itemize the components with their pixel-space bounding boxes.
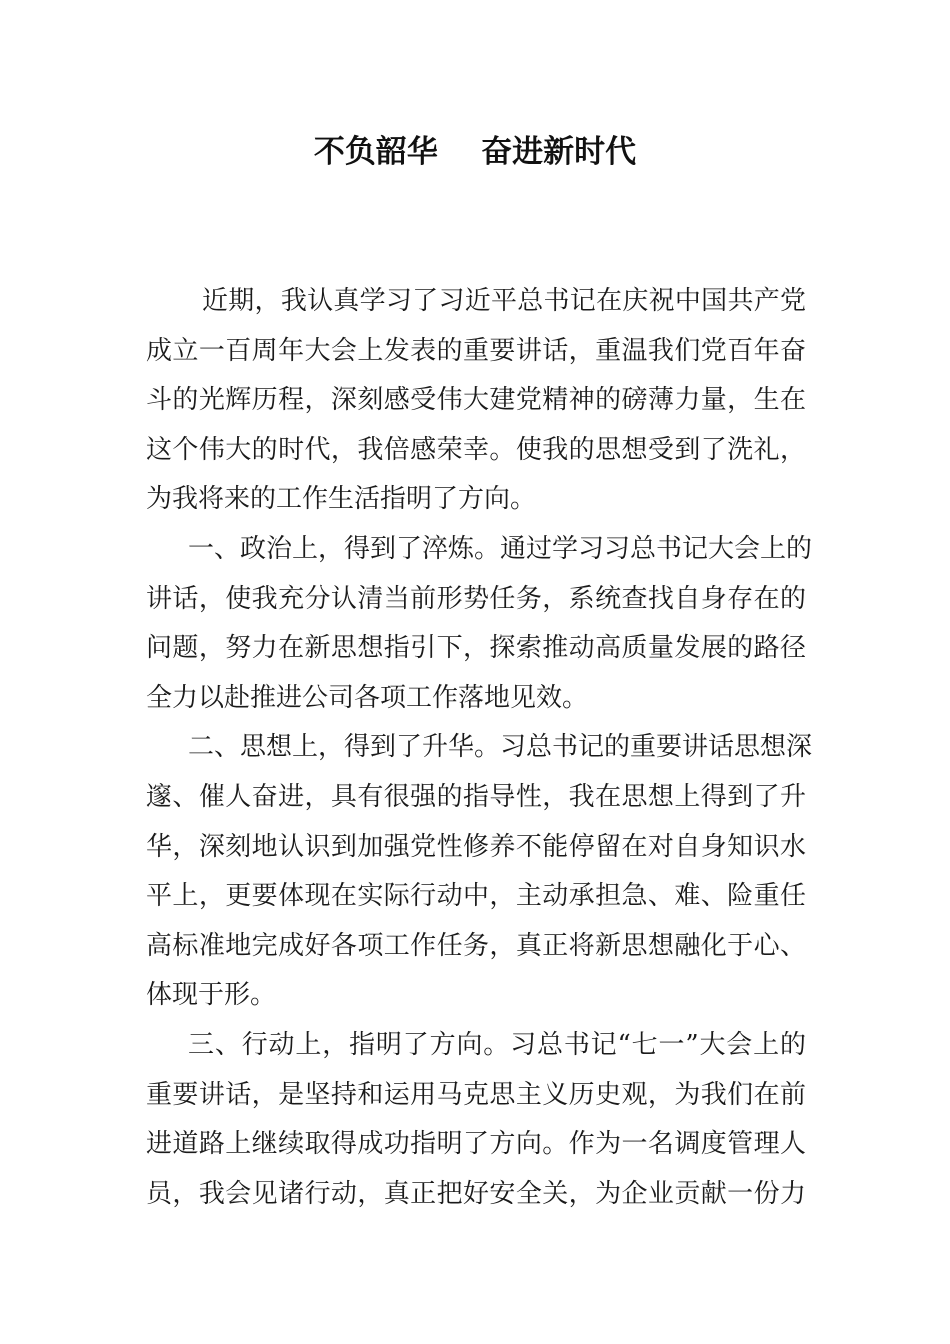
paragraph-2-line-2: 讲话，使我充分认清当前形势任务，系统查找自身存在的 bbox=[146, 583, 806, 614]
paragraph-4-line-2: 重要讲话，是坚持和运用马克思主义历史观，为我们在前 bbox=[146, 1079, 806, 1110]
paragraph-2-line-1: 一、政治上，得到了淬炼。通过学习习总书记大会上的 bbox=[188, 533, 813, 564]
paragraph-4-line-3: 进道路上继续取得成功指明了方向。作为一名调度管理人 bbox=[146, 1129, 806, 1160]
paragraph-4-line-4: 员，我会见诸行动，真正把好安全关，为企业贡献一份力 bbox=[146, 1178, 806, 1209]
paragraph-1-line-2: 成立一百周年大会上发表的重要讲话，重温我们党百年奋 bbox=[146, 335, 806, 366]
paragraph-3-line-5: 高标准地完成好各项工作任务，真正将新思想融化于心、 bbox=[146, 930, 806, 961]
paragraph-3-line-1: 二、思想上，得到了升华。习总书记的重要讲话思想深 bbox=[188, 732, 813, 763]
paragraph-1-line-1: 近期，我认真学习了习近平总书记在庆祝中国共产党 bbox=[202, 286, 806, 316]
paragraph-1-line-5: 为我将来的工作生活指明了方向。 bbox=[146, 484, 537, 515]
paragraph-3-line-2: 邃、催人奋进，具有很强的指导性，我在思想上得到了升 bbox=[146, 781, 806, 812]
paragraph-4-line-1: 三、行动上，指明了方向。习总书记“七一”大会上的 bbox=[188, 1029, 806, 1060]
paragraph-3-line-3: 华，深刻地认识到加强党性修养不能停留在对自身知识水 bbox=[146, 831, 806, 862]
document-title: 不负韶华 奋进新时代 bbox=[313, 134, 637, 170]
paragraph-1-line-4: 这个伟大的时代，我倍感荣幸。使我的思想受到了洗礼， bbox=[146, 434, 806, 465]
paragraph-2-line-4: 全力以赴推进公司各项工作落地见效。 bbox=[146, 682, 589, 713]
paragraph-2-line-3: 问题，努力在新思想指引下，探索推动高质量发展的路径 bbox=[146, 633, 806, 664]
paragraph-3-line-4: 平上，更要体现在实际行动中，主动承担急、难、险重任 bbox=[146, 881, 806, 912]
document-body bbox=[146, 277, 813, 1219]
paragraph-3-line-6: 体现于形。 bbox=[146, 980, 277, 1011]
paragraph-1-line-3: 斗的光辉历程，深刻感受伟大建党精神的磅薄力量，生在 bbox=[146, 385, 806, 416]
